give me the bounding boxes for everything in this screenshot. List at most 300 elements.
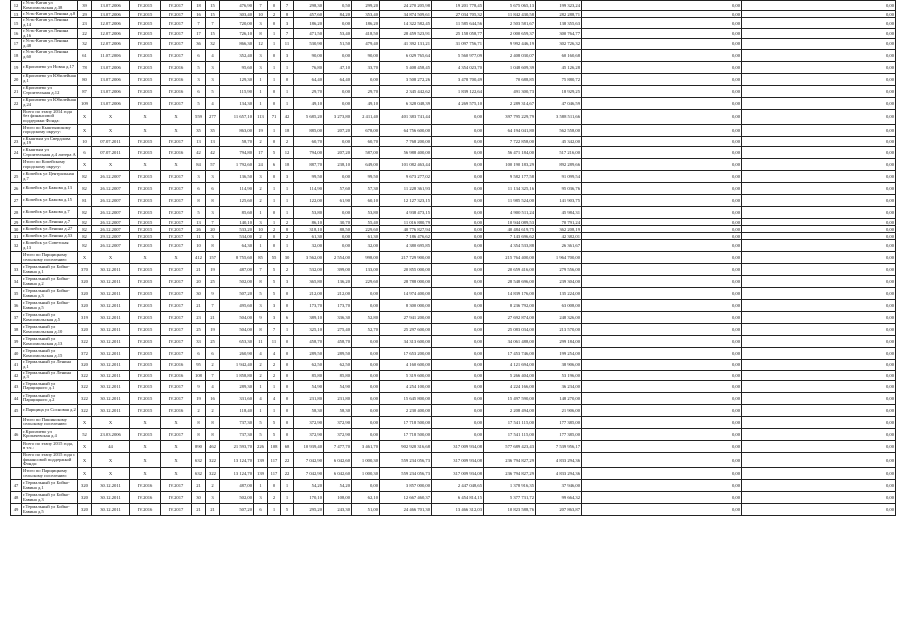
cell-c13: 10 939,40 (294, 440, 324, 452)
cell-c17: 0,00 (432, 264, 484, 276)
cell-c7: 21 (192, 504, 206, 516)
table-row (11, 428, 896, 440)
cell-c5: X (130, 124, 161, 136)
cell-c20: 0,00 (582, 226, 742, 233)
cell-c11: 1 (268, 39, 281, 49)
cell-c20: 0,00 (582, 49, 742, 61)
cell-c9: 129,30 (220, 73, 254, 85)
cell-c6: IV.2017 (161, 195, 192, 207)
cell-c4: 13.07.2006 (92, 97, 130, 109)
cell-c4: X (92, 416, 130, 428)
cell-c10: 1 (254, 380, 268, 392)
cell-c13: 53,80 (294, 207, 324, 219)
cell-c9: 8 755,60 (220, 252, 254, 264)
cell-c5: IV.2015 (130, 219, 161, 226)
cell-c14: 458,70 (324, 336, 352, 348)
cell-c9: 863,00 (220, 124, 254, 136)
cell-c8: 277 (206, 109, 220, 124)
cell-name: г.Кыштым ул Свердлова д.19 (22, 136, 78, 146)
cell-c7: 632 (192, 468, 206, 480)
cell-c4: 30.12.2011 (92, 324, 130, 336)
cell-c15: 0,00 (352, 480, 380, 492)
cell-name: г.Термальный ул Комсомольская д.5 (22, 312, 78, 324)
cell-c5: IV.2016 (130, 492, 161, 504)
cell-c3: 109 (78, 97, 92, 109)
cell-c13: 62,50 (294, 360, 324, 370)
cell-c7: 6 (192, 348, 206, 360)
cell-c13: 49,10 (294, 97, 324, 109)
cell-name: г.Копейск ул Ленина д.7 (22, 219, 78, 226)
cell-c21: 0,00 (742, 392, 896, 404)
cell-c8: 322 (206, 452, 220, 467)
cell-c17: 0,00 (432, 324, 484, 336)
cell-c4: 30.12.2011 (92, 276, 130, 288)
cell-name: Всего по этапу 2014 года без финансовой поддержки Фонда: (22, 109, 78, 124)
cell-c11: 5 (268, 264, 281, 276)
cell-c6: IV.2017 (161, 240, 192, 252)
cell-c19: 4 833 294,36 (536, 468, 582, 480)
cell-c18: 397 795 229,79 (484, 109, 536, 124)
cell-c5: IV.2015 (130, 85, 161, 97)
table-row (11, 147, 896, 159)
cell-c10: 1 (254, 240, 268, 252)
cell-c9: 13 124,70 (220, 452, 254, 467)
cell-c20: 0,00 (582, 428, 742, 440)
cell-c18: 5 675 065,13 (484, 1, 536, 11)
cell-c9: 507,20 (220, 504, 254, 516)
cell-c11: 1 (268, 404, 281, 416)
cell-c18: 1 048 609,39 (484, 61, 536, 73)
cell-c15: 353,40 (352, 11, 380, 18)
cell-c4: 13.07.2006 (92, 1, 130, 11)
cell-c19: 199 323,24 (536, 1, 582, 11)
cell-c17: 317 009 934,08 (432, 440, 484, 452)
cell-c13: 372,90 (294, 428, 324, 440)
cell-c14: 58,30 (324, 404, 352, 416)
cell-c9: 85,60 (220, 207, 254, 219)
cell-c5: IV.2015 (130, 264, 161, 276)
cell-c6: IV.2016 (161, 61, 192, 73)
cell-c21: 0,00 (742, 416, 896, 428)
table-row (11, 370, 896, 380)
table-row (11, 226, 896, 233)
cell-c21: 0,00 (742, 276, 896, 288)
cell-c12: 0 (281, 392, 294, 404)
cell-c7: 17 (192, 28, 206, 38)
cell-c3: X (78, 124, 92, 136)
cell-no: 31 (11, 233, 22, 240)
cell-c15: 2 411,40 (352, 109, 380, 124)
cell-c17: 4 269 575,10 (432, 97, 484, 109)
cell-c9: 125,60 (220, 195, 254, 207)
cell-c14: 108,00 (324, 492, 352, 504)
cell-no: 37 (11, 312, 22, 324)
cell-c21: 0,00 (742, 73, 896, 85)
cell-name: г.Парщица ул Сосновая д.2 (22, 404, 78, 416)
cell-c15: 133,00 (352, 264, 380, 276)
cell-c14: 53,40 (324, 28, 352, 38)
cell-c19: 177 385,00 (536, 416, 582, 428)
cell-c12: 2 (281, 219, 294, 226)
cell-c17: 0,00 (432, 380, 484, 392)
cell-c21: 0,00 (742, 195, 896, 207)
table-row (11, 18, 896, 28)
cell-c13: 186,20 (294, 18, 324, 28)
cell-c13: 99,50 (294, 171, 324, 183)
cell-c6: IV.2017 (161, 207, 192, 219)
cell-c20: 0,00 (582, 183, 742, 195)
cell-c15: 229,60 (352, 276, 380, 288)
cell-c5: IV.2015 (130, 136, 161, 146)
cell-c21: 0,00 (742, 18, 896, 28)
cell-c7: 19 (192, 392, 206, 404)
cell-c3: 61 (78, 49, 92, 61)
cell-name: г.Термальный ул Ленина д.1 (22, 360, 78, 370)
cell-no: 21 (11, 85, 22, 97)
cell-c14: 0,00 (324, 136, 352, 146)
cell-c10: 10 (254, 226, 268, 233)
cell-c14: 61,90 (324, 195, 352, 207)
cell-c11: 71 (268, 109, 281, 124)
cell-c13: 365,80 (294, 276, 324, 288)
cell-c8: 25 (206, 276, 220, 288)
table-row (11, 480, 896, 492)
cell-c12: 0 (281, 300, 294, 312)
cell-c12: 0 (281, 370, 294, 380)
cell-c20: 0,00 (582, 300, 742, 312)
cell-c13: 887,70 (294, 159, 324, 171)
cell-no: 39 (11, 336, 22, 348)
cell-c12: 8 (281, 226, 294, 233)
cell-c7: 95 (192, 360, 206, 370)
cell-c9: 11 657,10 (220, 109, 254, 124)
cell-c3: 10 (78, 136, 92, 146)
cell-c4: 11.07.2006 (92, 49, 130, 61)
table-row (11, 276, 896, 288)
cell-c16: 24 466 701,30 (380, 504, 432, 516)
cell-c3: 322 (78, 392, 92, 404)
cell-c17: 0,00 (432, 288, 484, 300)
cell-name: г.Усть-Катав ул Ленина д.8 (22, 11, 78, 18)
cell-no: 13 (11, 11, 22, 18)
cell-c16: 5 408 458,45 (380, 61, 432, 73)
cell-c7: 3 (192, 73, 206, 85)
cell-c21: 0,00 (742, 264, 896, 276)
cell-no (11, 416, 22, 428)
table-row (11, 49, 896, 61)
cell-c21: 0,00 (742, 240, 896, 252)
cell-c17: 4 354 023,70 (432, 61, 484, 73)
cell-c19: 148 270,00 (536, 392, 582, 404)
cell-c15: 60,10 (352, 195, 380, 207)
cell-c21: 0,00 (742, 61, 896, 73)
cell-c21: 0,00 (742, 11, 896, 18)
cell-c7: 13 (192, 219, 206, 226)
cell-c20: 0,00 (582, 380, 742, 392)
cell-c8: 2 (206, 404, 220, 416)
cell-c17: 2 447 048,65 (432, 480, 484, 492)
cell-c11: 5 (268, 147, 281, 159)
cell-c6: X (161, 468, 192, 480)
cell-c10: 3 (254, 492, 268, 504)
cell-c21: 0,00 (742, 49, 896, 61)
cell-no: 41 (11, 360, 22, 370)
cell-c21: 0,00 (742, 124, 896, 136)
cell-name: г.Кропачево ул Юбилейная д.1 (23, 73, 76, 84)
cell-no: 18 (11, 49, 22, 61)
cell-c19: 99 664,32 (536, 492, 582, 504)
cell-c13: 54,20 (294, 480, 324, 492)
cell-c21: 0,00 (742, 336, 896, 348)
cell-c14: 0,00 (324, 49, 352, 61)
cell-c21: 0,00 (742, 288, 896, 300)
cell-c5: IV.2016 (130, 480, 161, 492)
cell-c11: 0 (268, 49, 281, 61)
cell-c12: 30 (281, 252, 294, 264)
cell-c18: 17 541 115,00 (484, 428, 536, 440)
cell-c6: IV.2016 (161, 404, 192, 416)
cell-c19: 42 382,01 (536, 233, 582, 240)
cell-c18: 64 194 041,80 (484, 124, 536, 136)
cell-c3: X (78, 452, 92, 467)
cell-c19: 199 254,00 (536, 348, 582, 360)
cell-c11: 0 (268, 233, 281, 240)
cell-c20: 0,00 (582, 195, 742, 207)
cell-c14: 64,40 (324, 73, 352, 85)
cell-c5: IV.2015 (130, 392, 161, 404)
cell-c14: 6 042,60 (324, 452, 352, 467)
cell-c10: 85 (254, 252, 268, 264)
cell-c18: 2 289 314,67 (484, 97, 536, 109)
cell-no: 49 (11, 504, 22, 516)
cell-c7: 108 (192, 370, 206, 380)
cell-no: 29 (11, 219, 22, 226)
cell-c8: 7 (206, 300, 220, 312)
cell-c20: 0,00 (582, 288, 742, 300)
cell-c21: 0,00 (742, 380, 896, 392)
cell-c6: IV.2017 (161, 504, 192, 516)
cell-c20: 0,00 (582, 240, 742, 252)
cell-c14: 275,40 (324, 324, 352, 336)
cell-c7: 412 (192, 252, 206, 264)
table-row (11, 504, 896, 516)
cell-no: 16 (11, 28, 22, 38)
cell-no: 47 (11, 480, 22, 492)
cell-c16: 64 756 600,00 (380, 124, 432, 136)
cell-c13: 86,10 (294, 219, 324, 226)
cell-c18: 28 548 696,00 (484, 276, 536, 288)
cell-c5: X (130, 109, 161, 124)
cell-c14: 0,00 (324, 240, 352, 252)
cell-c3: X (78, 416, 92, 428)
cell-c3: 320 (78, 360, 92, 370)
cell-c17: 0,00 (432, 171, 484, 183)
cell-c8: 21 (206, 312, 220, 324)
cell-c18: 2 408 030,07 (484, 49, 536, 61)
cell-c9: 476,90 (220, 1, 254, 11)
cell-c19: 45 984,31 (536, 207, 582, 219)
table-row (11, 233, 896, 240)
cell-c5: X (130, 252, 161, 264)
cell-c21: 0,00 (742, 324, 896, 336)
cell-c10: 7 (254, 1, 268, 11)
cell-c19: 45 342,00 (536, 136, 582, 146)
cell-c13: 173,70 (294, 300, 324, 312)
cell-c13: 471,50 (294, 28, 324, 38)
cell-c4: 13.07.2006 (92, 61, 130, 73)
cell-c3: 82 (78, 240, 92, 252)
cell-c9: 504,00 (220, 312, 254, 324)
cell-c18: 14 839 176,00 (484, 288, 536, 300)
cell-c9: 495,60 (220, 300, 254, 312)
cell-c6: IV.2017 (161, 492, 192, 504)
table-row (11, 159, 896, 171)
cell-c6: IV.2017 (161, 219, 192, 226)
cell-c11: 2 (268, 492, 281, 504)
cell-c9: 64,30 (220, 240, 254, 252)
cell-c3: 372 (78, 348, 92, 360)
cell-c19: 892 289,66 (536, 159, 582, 171)
table-row (11, 440, 896, 452)
table-row (11, 61, 896, 73)
table-row (11, 124, 896, 136)
cell-c8: 3 (206, 207, 220, 219)
cell-c19: 47 046,59 (536, 97, 582, 109)
cell-c9: 507,20 (220, 288, 254, 300)
table-row (11, 416, 896, 428)
cell-c13: 457,60 (294, 11, 324, 18)
table-row (11, 240, 896, 252)
cell-c21: 0,00 (742, 468, 896, 480)
cell-c10: 3 (254, 18, 268, 28)
cell-c21: 0,00 (742, 39, 896, 49)
cell-c3: 320 (78, 288, 92, 300)
cell-c5: IV.2015 (130, 276, 161, 288)
cell-c15: 587,00 (352, 147, 380, 159)
cell-c6: X (161, 124, 192, 136)
cell-c15: 52,70 (352, 324, 380, 336)
cell-c18: 2 503 581,67 (484, 18, 536, 28)
cell-no (11, 109, 22, 124)
table-row (11, 97, 896, 109)
cell-c7: 13 (192, 136, 206, 146)
cell-c4: X (92, 159, 130, 171)
cell-c6: IV.2016 (161, 360, 192, 370)
cell-c4: X (92, 124, 130, 136)
cell-c5: IV.2015 (130, 360, 161, 370)
cell-c14: 0,50 (324, 1, 352, 11)
cell-c5: IV.2015 (130, 312, 161, 324)
cell-c15: 299,20 (352, 1, 380, 11)
cell-c18: 491 300,73 (484, 85, 536, 97)
cell-c21: 0,00 (742, 97, 896, 109)
cell-c17: 11 585 644,56 (432, 18, 484, 28)
cell-c14: 207,20 (324, 124, 352, 136)
cell-c9: 289,30 (220, 380, 254, 392)
cell-c7: 8 (192, 428, 206, 440)
cell-c11: 4 (268, 348, 281, 360)
cell-c20: 0,00 (582, 370, 742, 380)
cell-c9: 504,00 (220, 324, 254, 336)
cell-c11: 1 (268, 380, 281, 392)
cell-c11: 0 (268, 1, 281, 11)
cell-c16: 2 230 400,00 (380, 404, 432, 416)
cell-c4: 26.12.2007 (92, 219, 130, 226)
cell-c11: 55 (268, 252, 281, 264)
cell-c4: 07.07.2011 (92, 147, 130, 159)
cell-c20: 0,00 (582, 39, 742, 49)
cell-c6: X (161, 440, 192, 452)
table-row (11, 73, 896, 85)
table-row (11, 28, 896, 38)
cell-c6: IV.2017 (161, 288, 192, 300)
cell-c6: IV.2017 (161, 428, 192, 440)
cell-c7: 84 (192, 159, 206, 171)
cell-c18: 17 541 115,00 (484, 416, 536, 428)
cell-c16: 27 941 200,00 (380, 312, 432, 324)
cell-no: 19 (11, 61, 22, 73)
cell-c15: 479,40 (352, 39, 380, 49)
cell-c6: X (161, 159, 192, 171)
cell-c3: 322 (78, 370, 92, 380)
cell-c13: 885,00 (294, 124, 324, 136)
cell-c3: 319 (78, 312, 92, 324)
cell-no: 45 (11, 404, 22, 416)
cell-c18: 11 985 524,00 (484, 195, 536, 207)
cell-c7: 21 (192, 264, 206, 276)
table-row (11, 392, 896, 404)
cell-c21: 0,00 (742, 207, 896, 219)
cell-c12: 5 (281, 504, 294, 516)
cell-name: г.Термальный ул Парщицкого д.1 (22, 380, 78, 392)
cell-c15: 90,00 (352, 49, 380, 61)
cell-c20: 0,00 (582, 276, 742, 288)
cell-c12: 6 (281, 312, 294, 324)
cell-c16: 34 874 509,61 (380, 11, 432, 18)
cell-name: г.Кропачево ул Строительная д.12 (22, 85, 78, 97)
cell-c17: 0,00 (432, 392, 484, 404)
cell-c17: 6 454 814,15 (432, 492, 484, 504)
cell-c10: 1 (254, 73, 268, 85)
cell-c20: 0,00 (582, 85, 742, 97)
cell-c8: 9 (206, 288, 220, 300)
cell-c10: 8 (254, 276, 268, 288)
cell-c20: 0,00 (582, 11, 742, 18)
cell-c19: 60 160,68 (536, 49, 582, 61)
cell-name: г.Термальный ул Бойко-Бавина д.1 (22, 480, 78, 492)
cell-c18: 34 061 488,00 (484, 336, 536, 348)
cell-c10: 1 (254, 97, 268, 109)
cell-c11: 1 (268, 183, 281, 195)
cell-c12: 1 (281, 97, 294, 109)
cell-c9: 260,90 (220, 348, 254, 360)
cell-c21: 0,00 (742, 159, 896, 171)
cell-c4: 30.12.2011 (92, 370, 130, 380)
cell-c7: 26 (192, 226, 206, 233)
cell-c13: 212,00 (294, 288, 324, 300)
cell-c14: 47,10 (324, 61, 352, 73)
cell-c13: 64,40 (294, 73, 324, 85)
cell-c3: 322 (78, 336, 92, 348)
cell-c16: 8 300 000,00 (380, 300, 432, 312)
cell-c19: 517 216,00 (536, 147, 582, 159)
cell-c3: 320 (78, 324, 92, 336)
cell-c17: 0,00 (432, 348, 484, 360)
cell-c3: X (78, 440, 92, 452)
cell-c20: 0,00 (582, 492, 742, 504)
cell-c12: 0 (281, 288, 294, 300)
cell-c10: 24 (254, 159, 268, 171)
